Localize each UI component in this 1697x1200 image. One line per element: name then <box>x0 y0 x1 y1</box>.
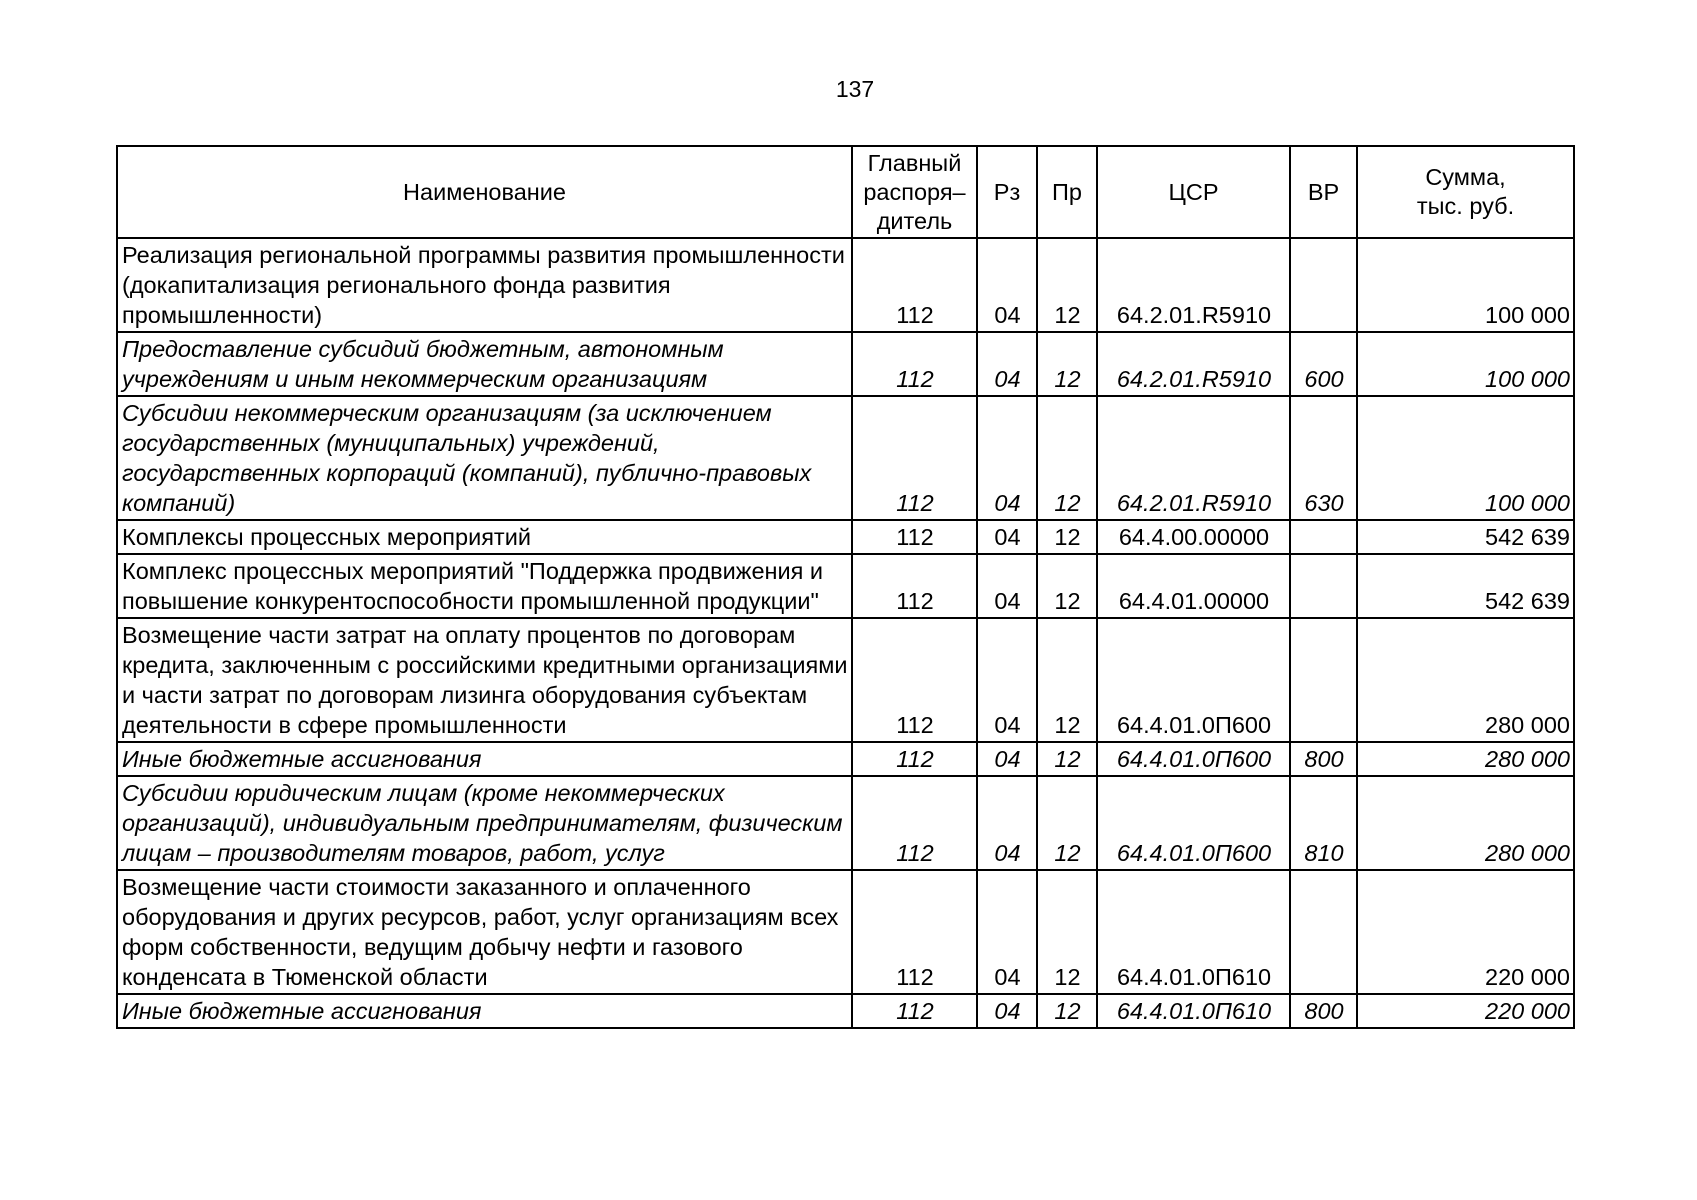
cell-gr: 112 <box>852 618 977 742</box>
cell-name: Субсидии некоммерческим организациям (за исключением государственных (муниципальных) учреждений, государственных корпораций (компаний), публично-правовых компаний) <box>117 396 852 520</box>
cell-gr: 112 <box>852 396 977 520</box>
cell-vr: 800 <box>1290 742 1357 776</box>
cell-pr: 12 <box>1037 554 1097 618</box>
cell-gr: 112 <box>852 520 977 554</box>
cell-rz: 04 <box>977 396 1037 520</box>
cell-gr: 112 <box>852 238 977 332</box>
cell-csr: 64.4.01.0П600 <box>1097 742 1290 776</box>
cell-sum: 220 000 <box>1357 870 1574 994</box>
cell-csr: 64.2.01.R5910 <box>1097 238 1290 332</box>
cell-vr: 630 <box>1290 396 1357 520</box>
cell-name: Иные бюджетные ассигнования <box>117 742 852 776</box>
cell-name: Иные бюджетные ассигнования <box>117 994 852 1028</box>
cell-vr: 600 <box>1290 332 1357 396</box>
cell-sum: 280 000 <box>1357 742 1574 776</box>
cell-csr: 64.4.01.00000 <box>1097 554 1290 618</box>
cell-rz: 04 <box>977 554 1037 618</box>
cell-rz: 04 <box>977 870 1037 994</box>
cell-name: Возмещение части стоимости заказанного и оплаченного оборудования и других ресурсов, работ, услуг организациям всех форм собственности, ведущим добычу нефти и газового конденсата в Тюменской области <box>117 870 852 994</box>
header-chief-administrator <box>852 146 977 238</box>
cell-pr: 12 <box>1037 870 1097 994</box>
header-rz: Рз <box>977 146 1037 238</box>
header-vr: ВР <box>1290 146 1357 238</box>
cell-gr: 112 <box>852 994 977 1028</box>
cell-gr: 112 <box>852 742 977 776</box>
page-number: 137 <box>835 76 875 102</box>
cell-csr: 64.4.01.0П610 <box>1097 994 1290 1028</box>
table-row <box>117 776 1574 870</box>
cell-pr: 12 <box>1037 618 1097 742</box>
cell-rz: 04 <box>977 238 1037 332</box>
header-gr-line2: распоря– <box>863 178 966 205</box>
cell-rz: 04 <box>977 332 1037 396</box>
cell-gr: 112 <box>852 554 977 618</box>
table-row <box>117 994 1574 1028</box>
cell-sum: 542 639 <box>1357 520 1574 554</box>
cell-vr <box>1290 870 1357 994</box>
header-sum-line2: тыс. руб. <box>1416 193 1515 219</box>
cell-pr: 12 <box>1037 994 1097 1028</box>
cell-name: Комплексы процессных мероприятий <box>117 520 852 554</box>
table-header-row <box>117 146 1574 238</box>
header-gr-line1: Главный <box>867 149 962 176</box>
cell-csr: 64.2.01.R5910 <box>1097 396 1290 520</box>
cell-csr: 64.4.01.0П610 <box>1097 870 1290 994</box>
cell-rz: 04 <box>977 618 1037 742</box>
cell-name: Комплекс процессных мероприятий "Поддержка продвижения и повышение конкурентоспособности промышленной продукции" <box>117 554 852 618</box>
cell-vr: 800 <box>1290 994 1357 1028</box>
table-row <box>117 554 1574 618</box>
cell-sum: 100 000 <box>1357 238 1574 332</box>
header-sum-line1: Сумма, <box>1425 164 1506 190</box>
cell-rz: 04 <box>977 776 1037 870</box>
cell-vr <box>1290 520 1357 554</box>
cell-pr: 12 <box>1037 396 1097 520</box>
cell-gr: 112 <box>852 870 977 994</box>
cell-name: Возмещение части затрат на оплату процентов по договорам кредита, заключенным с российскими кредитными организациями и части затрат по договорам лизинга оборудования субъектам деятельности в сфере промышленности <box>117 618 852 742</box>
cell-sum: 280 000 <box>1357 776 1574 870</box>
cell-name: Реализация региональной программы развития промышленности (докапитализация регионального фонда развития промышленности) <box>117 238 852 332</box>
cell-sum: 100 000 <box>1357 332 1574 396</box>
cell-rz: 04 <box>977 994 1037 1028</box>
cell-csr: 64.4.01.0П600 <box>1097 618 1290 742</box>
table-row <box>117 332 1574 396</box>
budget-table <box>116 145 1575 1029</box>
cell-pr: 12 <box>1037 238 1097 332</box>
cell-vr: 810 <box>1290 776 1357 870</box>
table-row <box>117 238 1574 332</box>
cell-pr: 12 <box>1037 332 1097 396</box>
cell-csr: 64.4.01.0П600 <box>1097 776 1290 870</box>
header-csr: ЦСР <box>1097 146 1290 238</box>
table-row <box>117 618 1574 742</box>
header-sum <box>1357 146 1574 238</box>
header-gr-line3: дитель <box>876 207 953 234</box>
cell-pr: 12 <box>1037 742 1097 776</box>
cell-rz: 04 <box>977 520 1037 554</box>
header-pr: Пр <box>1037 146 1097 238</box>
cell-rz: 04 <box>977 742 1037 776</box>
cell-sum: 220 000 <box>1357 994 1574 1028</box>
table-row <box>117 520 1574 554</box>
header-name: Наименование <box>117 146 852 238</box>
cell-name: Субсидии юридическим лицам (кроме некоммерческих организаций), индивидуальным предпринимателям, физическим лицам – производителям товаров, работ, услуг <box>117 776 852 870</box>
table-row <box>117 742 1574 776</box>
cell-gr: 112 <box>852 332 977 396</box>
cell-pr: 12 <box>1037 520 1097 554</box>
cell-vr <box>1290 554 1357 618</box>
cell-name: Предоставление субсидий бюджетным, автономным учреждениям и иным некоммерческим организациям <box>117 332 852 396</box>
table-row <box>117 870 1574 994</box>
cell-csr: 64.2.01.R5910 <box>1097 332 1290 396</box>
table-row <box>117 396 1574 520</box>
cell-sum: 100 000 <box>1357 396 1574 520</box>
cell-vr <box>1290 238 1357 332</box>
cell-sum: 542 639 <box>1357 554 1574 618</box>
cell-sum: 280 000 <box>1357 618 1574 742</box>
cell-gr: 112 <box>852 776 977 870</box>
cell-csr: 64.4.00.00000 <box>1097 520 1290 554</box>
cell-vr <box>1290 618 1357 742</box>
cell-pr: 12 <box>1037 776 1097 870</box>
